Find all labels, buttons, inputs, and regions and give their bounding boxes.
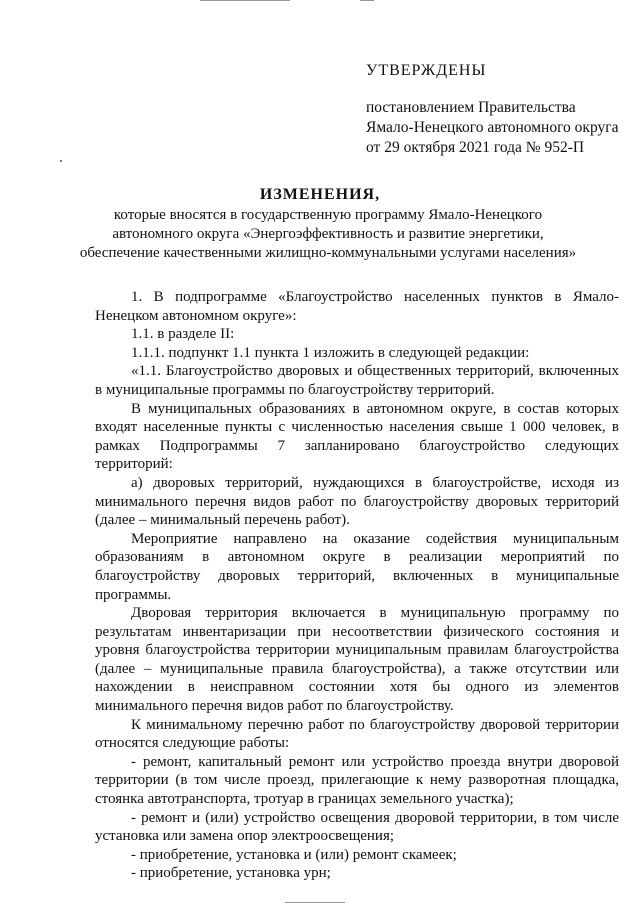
approval-line-3: от 29 октября 2021 года № 952-П (366, 139, 585, 156)
paragraph-13: - приобретение, установка урн; (131, 865, 331, 882)
document-subtitle (79, 206, 577, 263)
paragraph-10: - ремонт, капитальный ремонт или устройство проезда внутри дворовой территории (в том числе проезд, прилегающие к нему разворотная площадка, стоянка автотранспорта, тротуар в границах земельного участка); (95, 753, 619, 808)
subtitle-line-2: автономного округа «Энергоэффективность и развитие энергетики, (112, 226, 544, 242)
document-body (95, 288, 619, 883)
approval-line-1: постановлением Правительства (366, 99, 576, 116)
paragraph-12: - приобретение, установка и (или) ремонт скамеек; (131, 846, 457, 863)
paragraph-3: 1.1.1. подпункт 1.1 пункта 1 изложить в следующей редакции: (131, 344, 530, 361)
paragraph-7: Мероприятие направлено на оказание содействия муниципальным образованиям в автономном округе в реализации мероприятий по благоустройству дворовых территорий, включенных в муниципальные программы. (95, 530, 619, 603)
paragraph-6: а) дворовых территорий, нуждающихся в благоустройстве, исходя из минимального перечня видов работ по благоустройству дворовых территорий (далее – минимальный перечень работ). (95, 474, 619, 529)
approval-stamp-title: УТВЕРЖДЕНЫ (366, 62, 487, 79)
paragraph-8: Дворовая территория включается в муниципальную программу по результатам инвентаризации при несоответствии физического состояния и уровня благоустройства территории муниципальным правилам благоустройства (далее – муниципальные правила благоустройства), а также отсутствии или нахождении в неисправном состоянии хотя бы одного из элементов минимального перечня видов работ по благоустройству. (95, 605, 619, 715)
paragraph-4: «1.1. Благоустройство дворовых и общественных территорий, включенных в муниципальные программы по благоустройству территорий. (95, 363, 619, 398)
scan-artifact-bottom (285, 902, 345, 903)
scan-artifact-top (200, 0, 290, 1)
paragraph-11: - ремонт и (или) устройство освещения дворовой территории, в том числе установка или замена опор электроосвещения; (95, 809, 619, 845)
subtitle-line-3: обеспечение качественными жилищно-коммунальными услугами населения» (79, 245, 577, 261)
scan-artifact-dot (60, 160, 62, 162)
approval-details (366, 98, 618, 158)
paragraph-9: К минимальному перечню работ по благоустройству дворовой территории относятся следующие работы: (95, 716, 619, 752)
scan-artifact-top-right (360, 0, 374, 1)
document-title: ИЗМЕНЕНИЯ, (259, 186, 381, 203)
subtitle-line-1: которые вносятся в государственную программу Ямало-Ненецкого (113, 207, 543, 223)
paragraph-1: 1. В подпрограмме «Благоустройство населенных пунктов в Ямало-Ненецком автономном округе»: (95, 289, 619, 324)
paragraph-2: 1.1. в разделе II: (131, 326, 235, 343)
paragraph-5: В муниципальных образованиях в автономном округе, в состав которых входят населенные пункты с численностью населения свыше 1 000 человек, в рамках Подпрограммы 7 запланировано благоустройство следующих территорий: (95, 400, 619, 473)
approval-line-2: Ямало-Ненецкого автономного округа (366, 119, 619, 136)
